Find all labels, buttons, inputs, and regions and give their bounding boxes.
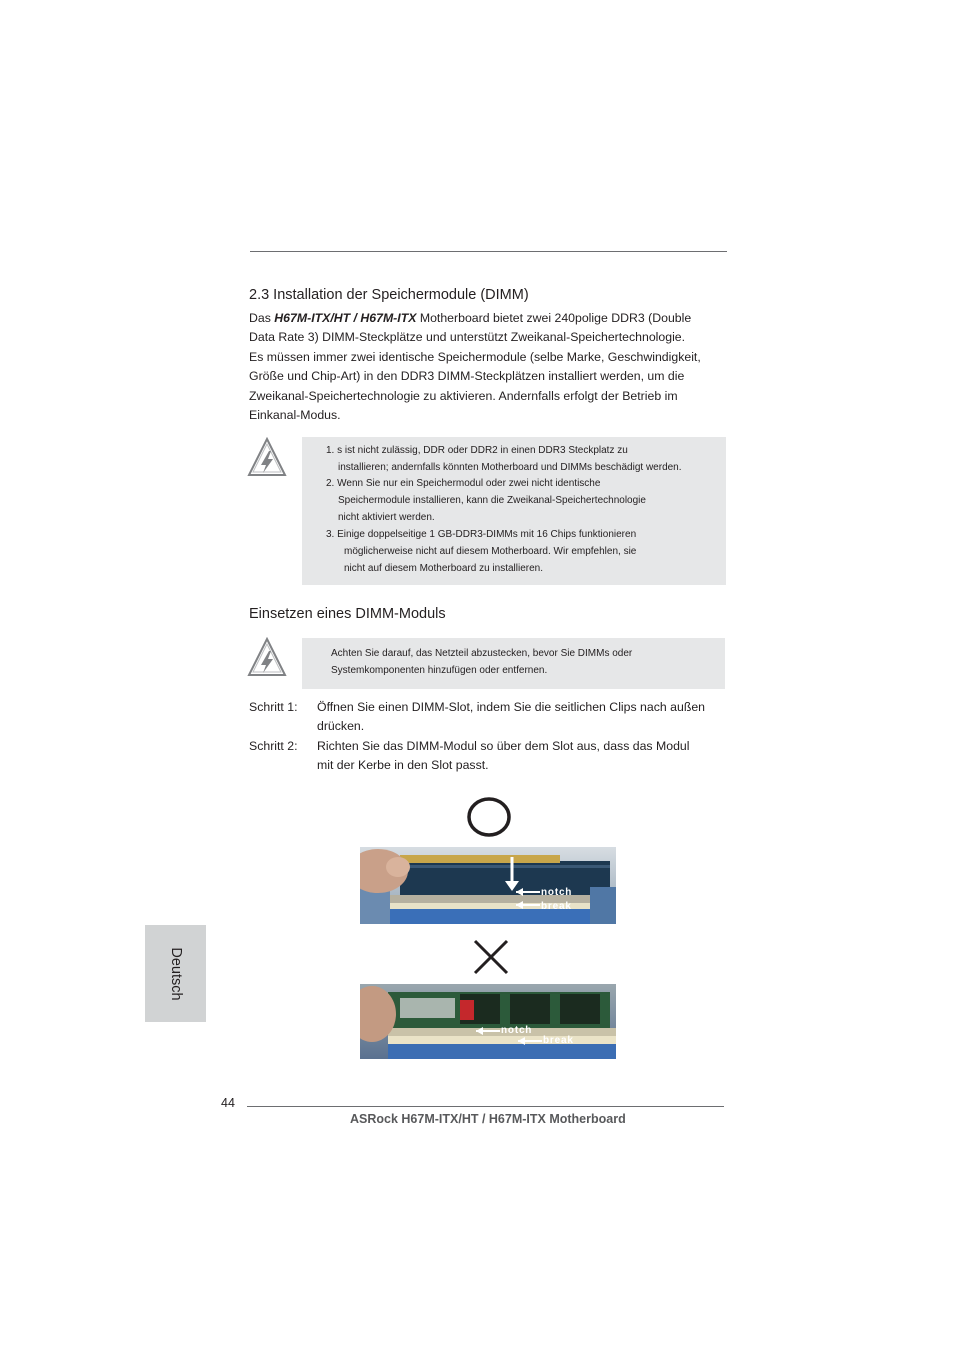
warning-note-line: nicht aktiviert werden. [338, 512, 435, 523]
warning-note-box [302, 437, 726, 585]
footer-product: ASRock H67M-ITX/HT / H67M-ITX Motherboard [350, 1112, 626, 1126]
warning-note-line: Speichermodule installieren, kann die Zweikanal-Speichertechnologie [338, 495, 646, 506]
top-rule [250, 251, 727, 252]
break-label: break [543, 1035, 574, 1046]
intro-model: H67M-ITX/HT / H67M-ITX [274, 311, 417, 325]
step-2-text [317, 737, 727, 776]
caution-note-box [302, 638, 725, 689]
caution-note-line: Systemkomponenten hinzufügen oder entfernen. [331, 665, 548, 676]
intro-line1-rest: Motherboard bietet zwei 240polige DDR3 (Double [416, 311, 692, 325]
warning-note-line: 3. Einige doppelseitige 1 GB-DDR3-DIMMs mit 16 Chips funktionieren [326, 529, 637, 540]
step-line: Öffnen Sie einen DIMM-Slot, indem Sie die seitlichen Clips nach außen [317, 700, 706, 714]
intro-paragraph [249, 309, 729, 425]
warning-note-line: 1. s ist nicht zulässig, DDR oder DDR2 in einen DDR3 Steckplatz zu [326, 445, 628, 456]
warning-icon [247, 637, 287, 677]
circle-icon [465, 795, 513, 839]
caution-note-line: Achten Sie darauf, das Netzteil abzustecken, bevor Sie DIMMs oder [331, 648, 633, 659]
warning-note-line: 2. Wenn Sie nur ein Speichermodul oder zwei nicht identische [326, 478, 601, 489]
step-line: mit der Kerbe in den Slot passt. [317, 758, 489, 773]
intro-line: Es müssen immer zwei identische Speichermodule (selbe Marke, Geschwindigkeit, [249, 349, 701, 364]
step-1-text [317, 698, 727, 737]
notch-label: notch [501, 1025, 533, 1036]
notch-label: notch [541, 887, 573, 898]
section-title: 2.3 Installation der Speichermodule (DIMM) [249, 287, 529, 303]
page-number: 44 [221, 1096, 235, 1110]
intro-line: Zweikanal-Speichertechnologie zu aktivieren. Andernfalls erfolgt der Betrieb im [249, 388, 678, 403]
intro-line: Data Rate 3) DIMM-Steckplätze und unterstützt Zweikanal-Speichertechnologie. [249, 330, 686, 345]
dimm-wrong-photo [360, 984, 616, 1059]
step-2-label: Schritt 2: [249, 739, 298, 753]
language-label: Deutsch [167, 946, 184, 1001]
subsection-title: Einsetzen eines DIMM-Moduls [249, 606, 446, 622]
intro-line: Größe und Chip-Art) in den DDR3 DIMM-Steckplätzen installiert werden, um die [249, 369, 685, 384]
warning-note-line: möglicherweise nicht auf diesem Motherboard. Wir empfehlen, sie [344, 546, 637, 557]
warning-note-line: installieren; andernfalls könnten Motherboard und DIMMs beschädigt werden. [338, 462, 682, 473]
cross-icon [472, 938, 510, 976]
intro-line-1 [249, 309, 729, 328]
intro-line: Einkanal-Modus. [249, 408, 341, 423]
break-label: break [541, 901, 572, 912]
step-line: drücken. [317, 719, 365, 734]
footer-rule [247, 1106, 724, 1107]
intro-prefix: Das [249, 311, 275, 325]
language-side-tab [145, 925, 206, 1022]
warning-icon [247, 437, 287, 477]
step-1-label: Schritt 1: [249, 700, 298, 714]
warning-note-line: nicht auf diesem Motherboard zu installieren. [344, 563, 543, 574]
step-line: Richten Sie das DIMM-Modul so über dem Slot aus, dass das Modul [317, 739, 690, 753]
dimm-correct-photo [360, 847, 616, 924]
